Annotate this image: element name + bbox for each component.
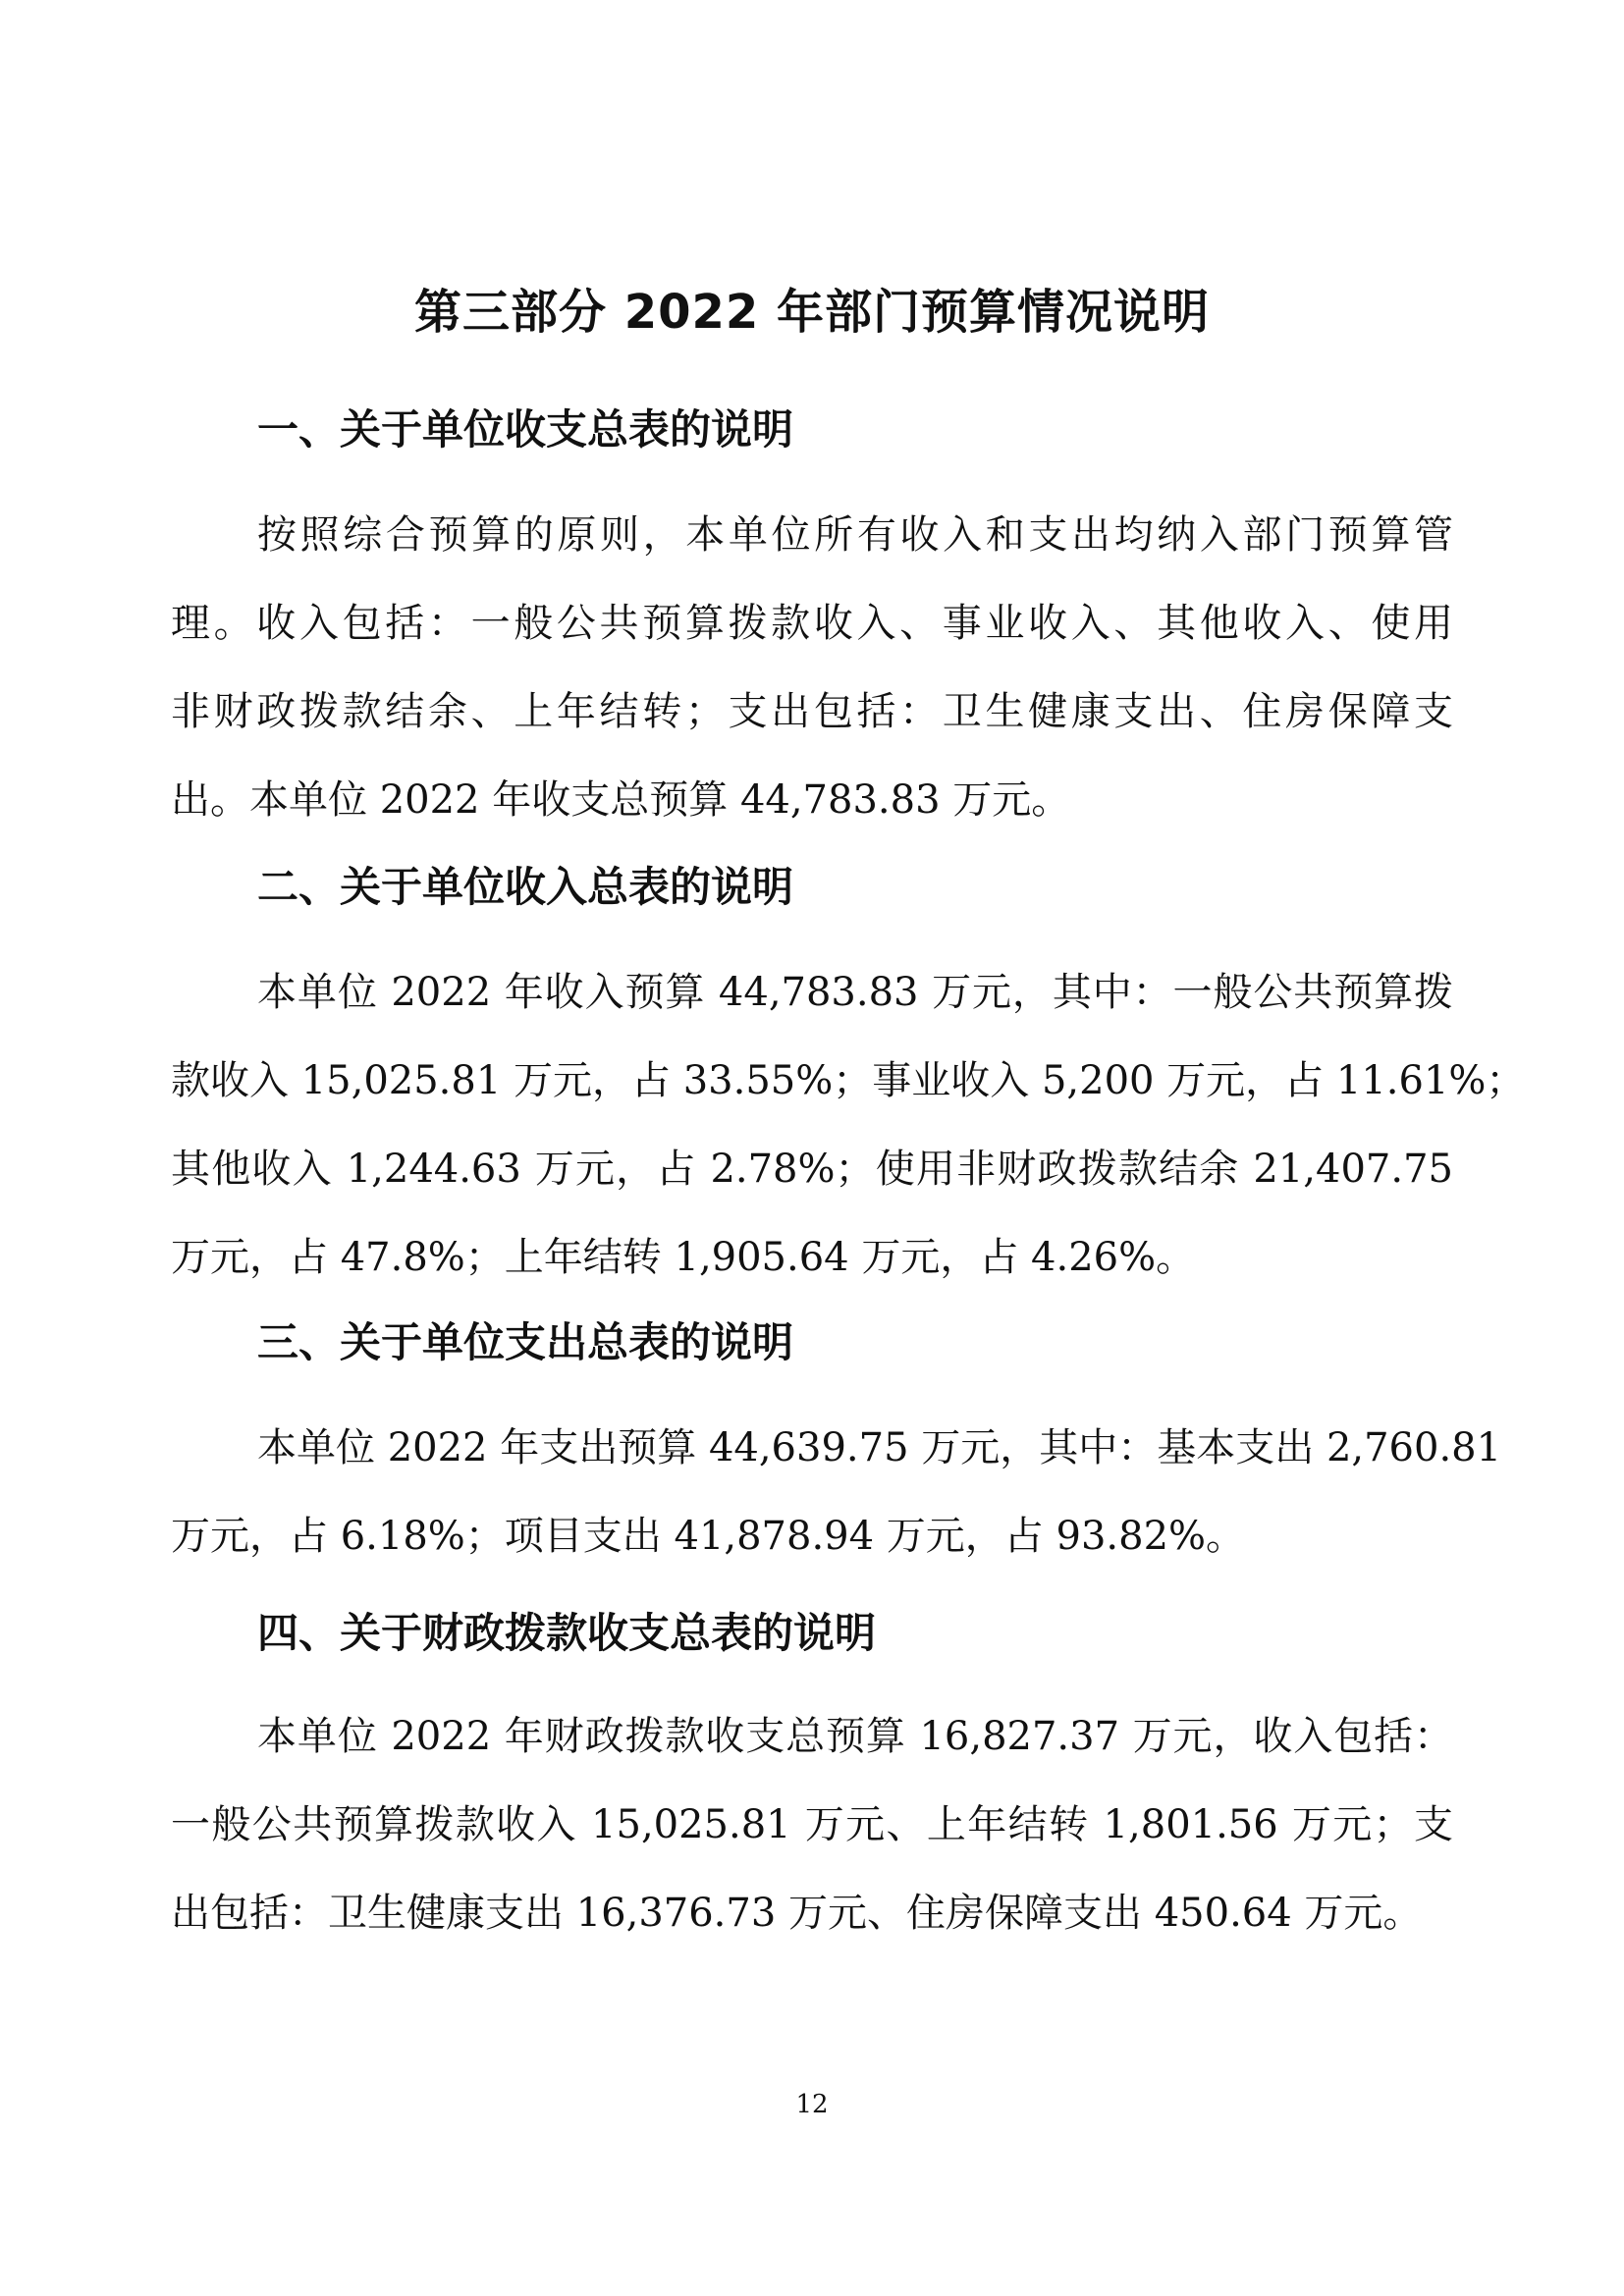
body-line: 非财政拨款结余、上年结转；支出包括：卫生健康支出、住房保障支 — [171, 689, 1453, 734]
body-line: 一般公共预算拨款收入 15,025.81 万元、上年结转 1,801.56 万元；支 — [171, 1802, 1453, 1847]
body-line: 出。本单位 2022 年收支总预算 44,783.83 万元。 — [171, 777, 1071, 823]
body-line: 按照综合预算的原则，本单位所有收入和支出均纳入部门预算管 — [257, 512, 1453, 558]
section-body-3 — [171, 1404, 1502, 1580]
body-line: 出包括：卫生健康支出 16,376.73 万元、住房保障支出 450.64 万元。 — [171, 1891, 1423, 1936]
section-body-4 — [171, 1692, 1453, 1957]
body-line: 万元，占 6.18%；项目支出 41,878.94 万元，占 93.82%。 — [171, 1514, 1246, 1559]
body-line: 其他收入 1,244.63 万元，占 2.78%；使用非财政拨款结余 21,407.75 — [171, 1147, 1453, 1192]
body-line: 款收入 15,025.81 万元，占 33.55%；事业收入 5,200 万元，占 11.61%； — [171, 1058, 1526, 1103]
body-line: 本单位 2022 年收入预算 44,783.83 万元，其中：一般公共预算拨 — [257, 970, 1453, 1015]
section-body-2 — [171, 948, 1526, 1302]
section-body-1 — [171, 491, 1453, 844]
section-heading-2: 二、关于单位收入总表的说明 — [257, 863, 794, 911]
page-number: 12 — [795, 2090, 829, 2119]
body-line: 万元，占 47.8%；上年结转 1,905.64 万元，占 4.26%。 — [171, 1235, 1196, 1280]
section-heading-1: 一、关于单位收支总表的说明 — [257, 405, 794, 454]
section-heading-4: 四、关于财政拨款收支总表的说明 — [257, 1609, 877, 1657]
body-line: 本单位 2022 年支出预算 44,639.75 万元，其中：基本支出 2,760.81 — [257, 1425, 1502, 1470]
body-line: 本单位 2022 年财政拨款收支总预算 16,827.37 万元，收入包括： — [257, 1714, 1453, 1759]
body-line: 理。收入包括：一般公共预算拨款收入、事业收入、其他收入、使用 — [171, 601, 1453, 646]
page-title: 第三部分 2022 年部门预算情况说明 — [413, 285, 1211, 340]
section-heading-3: 三、关于单位支出总表的说明 — [257, 1318, 794, 1366]
